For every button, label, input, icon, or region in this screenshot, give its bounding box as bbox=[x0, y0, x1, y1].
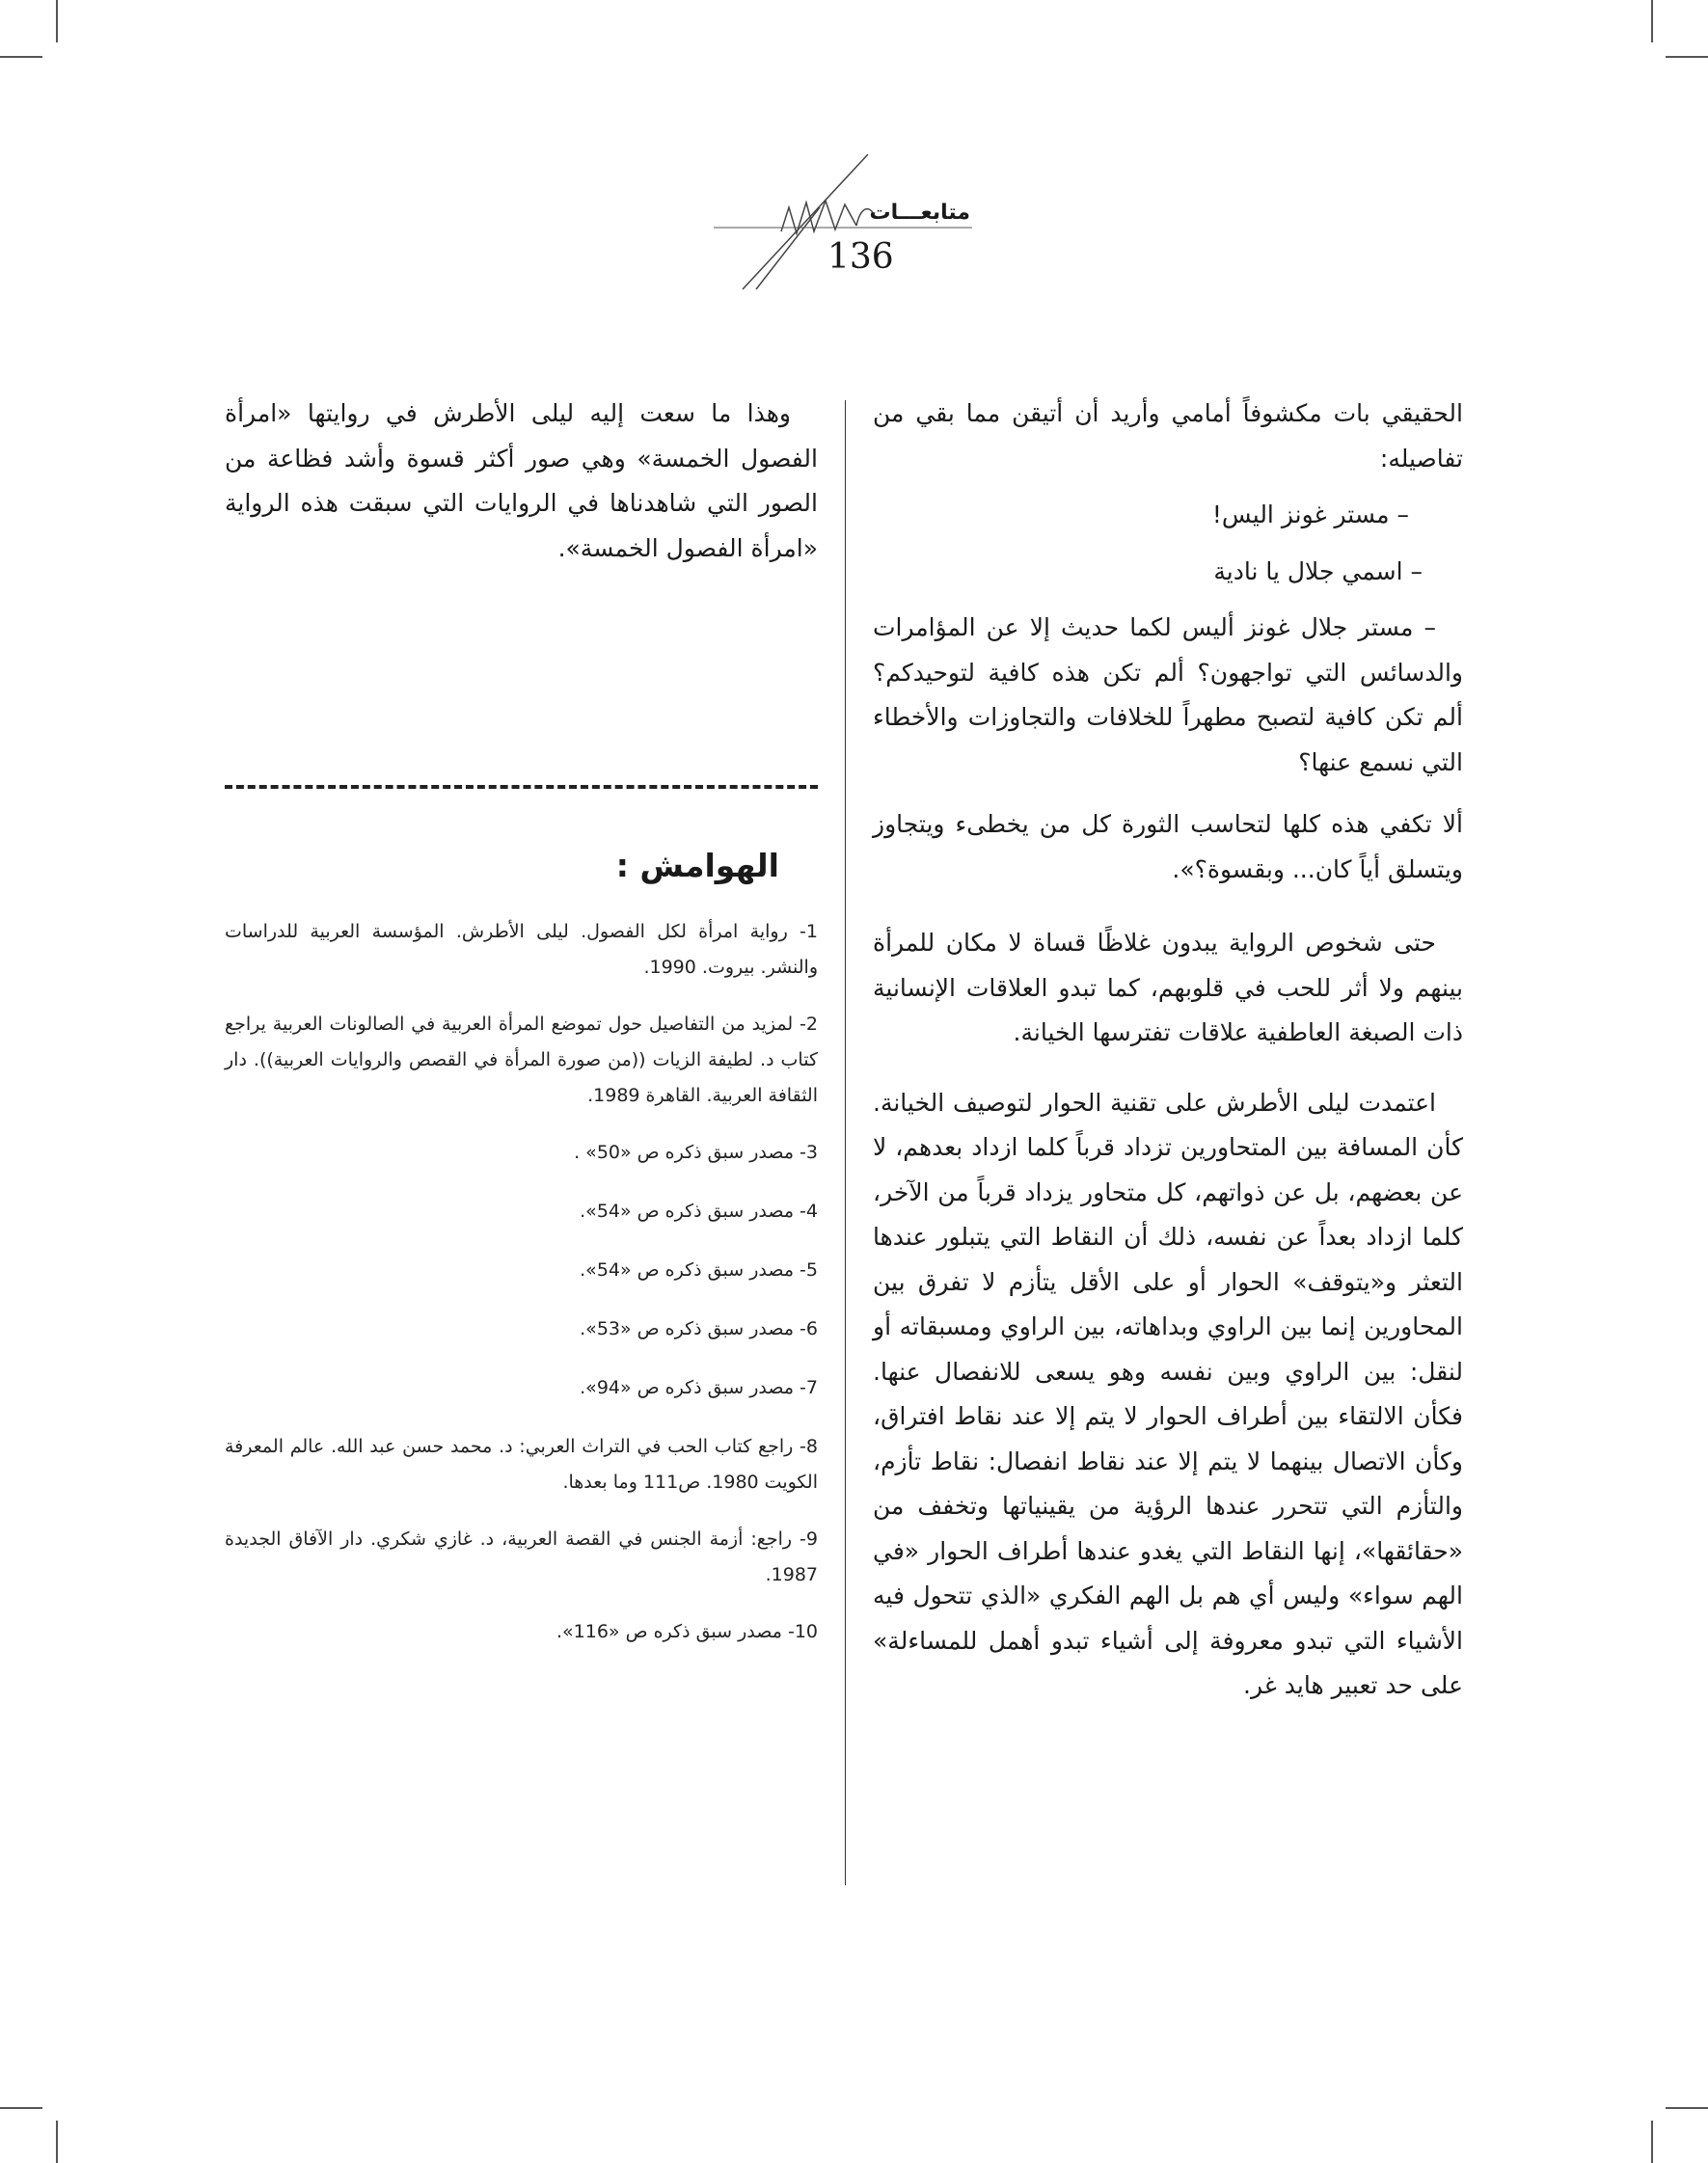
footnote: 7- مصدر سبق ذكره ص «94». bbox=[580, 1377, 818, 1398]
dialogue-line: – مستر غونز اليس! bbox=[1211, 500, 1409, 528]
column-divider bbox=[845, 400, 846, 1885]
crop-mark bbox=[56, 0, 58, 42]
footnote: 4- مصدر سبق ذكره ص «54». bbox=[580, 1201, 818, 1222]
footnote: 1- رواية امرأة لكل الفصول. ليلى الأطرش. المؤسسة العربية للدراسات والنشر. بيروت. 1990. bbox=[225, 921, 818, 978]
crop-mark bbox=[1666, 2107, 1708, 2109]
section-name: متابعـــات bbox=[869, 201, 970, 225]
right-column bbox=[873, 392, 1463, 1709]
footnote: 2- لمزيد من التفاصيل حول تموضع المرأة العربية في الصالونات العربية يراجع كتاب د. لطيفة الزيات ((من صورة المرأة في القصص والروايات العربية)). دار الثقافة العربية. القاهرة 1989. bbox=[225, 1014, 818, 1106]
crop-mark bbox=[1666, 56, 1708, 58]
paragraph: حتى شخوص الرواية يبدون غلاظًا قساة لا مكان للمرأة بينهم ولا أثر للحب في قلوبهم، كما تبدو العلاقات الإنسانية ذات الصبغة العاطفية علاقات تفترسها الخيانة. bbox=[873, 929, 1463, 1046]
crop-mark bbox=[0, 56, 42, 58]
paragraph: الحقيقي بات مكشوفاً أمامي وأريد أن أتيقن مما بقي من تفاصيله: bbox=[873, 399, 1463, 473]
paragraph: وهذا ما سعت إليه ليلى الأطرش في روايتها «امرأة الفصول الخمسة» وهي صور أكثر قسوة وأشد فظاعة من الصور التي شاهدناها في الروايات التي سبقت هذه الرواية «امرأة الفصول الخمسة». bbox=[225, 399, 818, 562]
crop-mark bbox=[56, 2121, 58, 2163]
crop-mark bbox=[1651, 2121, 1653, 2163]
dashed-separator bbox=[225, 785, 818, 789]
footnote: 10- مصدر سبق ذكره ص «116». bbox=[556, 1621, 818, 1642]
calligraphy-logo-icon bbox=[714, 154, 984, 299]
crop-mark bbox=[1651, 0, 1653, 42]
footnote: 8- راجع كتاب الحب في التراث العربي: د. محمد حسن عبد الله. عالم المعرفة الكويت 1980. ص111 وما بعدها. bbox=[225, 1436, 818, 1493]
footnote: 9- راجع: أزمة الجنس في القصة العربية، د. غازي شكري. دار الآفاق الجديدة 1987. bbox=[225, 1528, 818, 1585]
left-column bbox=[225, 392, 818, 571]
dialogue-line: – اسمي جلال يا نادية bbox=[1213, 556, 1423, 585]
page-number: 136 bbox=[827, 237, 894, 277]
footnote: 3- مصدر سبق ذكره ص «50» . bbox=[574, 1142, 818, 1163]
footnote: 5- مصدر سبق ذكره ص «54». bbox=[580, 1259, 818, 1281]
footnote: 6- مصدر سبق ذكره ص «53». bbox=[580, 1318, 818, 1339]
footnotes-list bbox=[225, 914, 818, 1673]
paragraph: اعتمدت ليلى الأطرش على تقنية الحوار لتوصيف الخيانة. كأن المسافة بين المتحاورين تزداد قرباً كلما ازداد بعدهم، لا عن بعضهم، بل عن ذواتهم، كل متحاور يزداد قرباً من الآخر، كلما ازداد بعداً عن نفسه، ذلك أن النقاط التي يتبلور عندها التعثر و«يتوقف» الحوار أو على الأقل يتأزم لا تفرق بين المحاورين إنما بين الراوي وبداهاته، بين الراوي ومسبقاته أو لنقل: بين الراوي وبين نفسه وهو يسعى للانفصال عنها. فكأن الالتقاء بين أطراف الحوار لا يتم إلا عند نقاط افتراق، وكأن الاتصال بينهما لا يتم إلا عند نقاط انفصال: نقاط تأزم، والتأزم التي تتحرر عندها الرؤية من يقينياتها وتخفف من «حقائقها»، إنها النقاط التي يغدو عندها أطراف الحوار «في الهم سواء» وليس أي هم بل الهم الفكري «الذي تتحول فيه الأشياء التي تبدو معروفة إلى أشياء تبدو أهمل للمساءلة» على حد تعبير هايد غر. bbox=[873, 1088, 1463, 1699]
page-header bbox=[714, 154, 984, 299]
notes-heading: الهوامش : bbox=[615, 847, 779, 884]
crop-mark bbox=[0, 2107, 42, 2109]
paragraph: – مستر جلال غونز أليس لكما حديث إلا عن المؤامرات والدسائس التي تواجهون؟ ألم تكن هذه كافية لتوحيدكم؟ ألم تكن كافية لتصبح مطهراً للخلافات والتجاوزات والأخطاء التي نسمع عنها؟ bbox=[873, 613, 1463, 776]
paragraph: ألا تكفي هذه كلها لتحاسب الثورة كل من يخطىء ويتجاوز ويتسلق أياً كان... وبقسوة؟». bbox=[873, 810, 1463, 883]
